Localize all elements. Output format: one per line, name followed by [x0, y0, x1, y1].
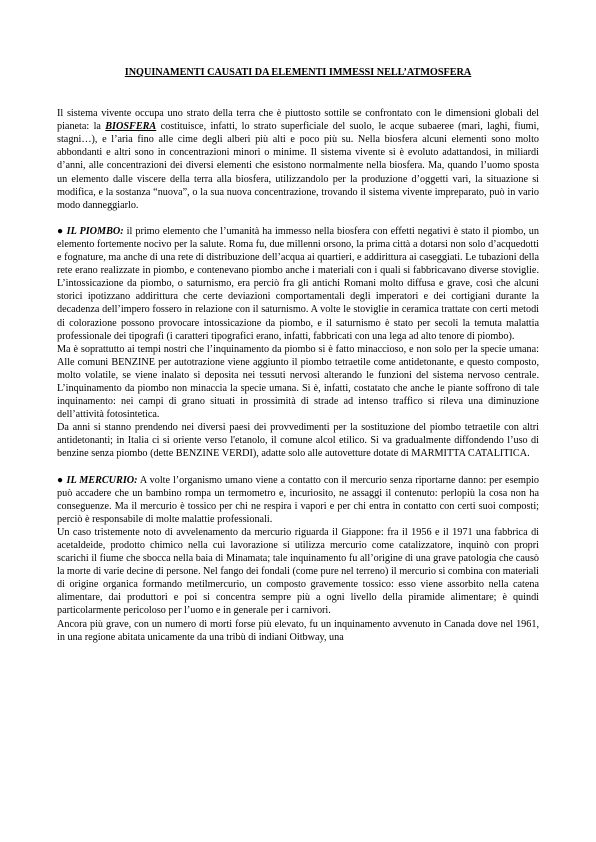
intro-paragraph	[57, 107, 539, 212]
mercurio-paragraph-1	[57, 474, 539, 526]
piombo-paragraph-3: Da anni si stanno prendendo nei diversi paesi dei provvedimenti per la sostituzione del piombo tetraetile con altri antidetonanti; in Italia ci si oriente verso l'etanolo, il comune alcol etilico. Si va gradualmente diffondendo l’uso di benzine senza piombo (dette BENZINE VERDI), adatte solo alle autovetture dotate di MARMITTA CATALITICA.	[57, 422, 539, 460]
mercurio-paragraph-3: Ancora più grave, con un numero di morti forse più elevato, fu un inquinamento avvenuto in Canada dove nel 1961, in una regione abitata unicamente da una tribù di indiani Oitbway, una	[57, 618, 539, 643]
piombo-text-1: il primo elemento che l’umanità ha immesso nella biosfera con effetti negativi è stato il piombo, un elemento fortemente nocivo per la salute. Roma fu, due millenni orsono, la prima città a dotarsi non solo d’acquedotti e fognature, ma anche di una rete di distribuzione dell’acqua ai quartieri, e addirittura ai caseggiati. Le tubazioni della rete erano realizzate in piombo, e contenevano piombo anche i materiali con i quali si fabbricavano diverse stoviglie. L’intossicazione da piombo, o saturnismo, era perciò fra gli antichi Romani molto diffusa e grave, così che alcuni storici ipotizzano addirittura che certe deviazioni comportamentali degli imperatori e dei cortigiani durante la decadenza dell’impero fossero in relazione con il saturnismo. A volte le stoviglie in ceramica trattate con certi metodi di colorazione possono provocare intossicazione da piombo, e il saturnismo è stato per secoli la temuta malattia professionale dei tipografi (i caratteri tipografici erano, infatti, fabbricati con una lega ad alto tenore di piombo).	[57, 225, 539, 342]
section-spacer	[57, 212, 539, 225]
document-title: INQUINAMENTI CAUSATI DA ELEMENTI IMMESSI NELL’ATMOSFERA	[124, 67, 472, 78]
section-spacer	[57, 461, 539, 474]
mercurio-text-1: A volte l’organismo umano viene a contatto con il mercurio senza riportarne danno: per esempio può accadere che un bambino rompa un termometro e, incuriosito, ne assaggi il contenuto: perlopiù la cosa non ha conseguenze. Ma il mercurio è tossico per chi ne respira i vapori e per chi entra in contatto con certi suoi composti; perciò è responsabile di molte malattie professionali.	[57, 474, 539, 525]
biosfera-term: BIOSFERA	[105, 121, 157, 133]
intro-text-2: costituisce, infatti, lo strato superficiale del suolo, le acque subaeree (mari, laghi, fiumi, stagni…), e l’aria fino alle cime degli alberi più alti e poco più su. Nella biosfera alcuni elementi sono molto abbondanti e altri sono in concentrazioni minori o minime. Il sistema vivente si è evoluto adattandosi, in miliardi d’anni, alle concentrazioni dei diversi elementi che esistono normalmente nella biosfera. Ma, quando l’uomo sposta un elemento dalle viscere della terra alla biosfera, utilizzandolo per la produzione d’oggetti vari, la situazione si modifica, e la sostanza “nuova”, o la sua nuova concentrazione, trovando il sistema vivente impreparato, può in vario modo danneggiarlo.	[57, 121, 539, 211]
piombo-heading: ● IL PIOMBO:	[57, 225, 124, 237]
mercurio-paragraph-2: Un caso tristemente noto di avvelenamento da mercurio riguarda il Giappone: fra il 1956 e il 1971 una fabbrica di acetaldeide, prodotto chimico nella cui lavorazione si utilizza mercurio come catalizzatore, inquinò con propri scarichi il fiume che sbocca nella baia di Minamata; tale inquinamento fu all’origine di una grave patologia che causò la morte di varie decine di persone. Nel fango dei fondali (come pure nel terreno) il mercurio si combina con materiali di origine organica formando metilmercurio, un composto gravemente tossico: esso viene assorbito nella catena alimentare, dai produttori e poi si concentra sempre più a ogni livello della piramide alimentare; è quindi particolarmente pericoloso per l’uomo e in generale per i carnivori.	[57, 526, 539, 617]
document-page	[57, 66, 539, 644]
piombo-paragraph-1	[57, 225, 539, 343]
mercurio-heading: ● IL MERCURIO:	[57, 474, 138, 486]
piombo-paragraph-2: Ma è soprattutto ai tempi nostri che l’inquinamento da piombo si è fatto minaccioso, e non solo per la specie umana: Alle comuni BENZINE per autotrazione viene aggiunto il piombo tetraetile come antidetonante, e questo composto, molto volatile, se viene inalato si deposita nei tessuti nervosi alterando le funzioni del sistema nervoso centrale. L’inquinamento da piombo non minaccia la specie umana. Si è, infatti, costatato che anche le piante soffrono di tale inquinamento: nei campi di grano situati in prossimità di strade ad intenso traffico si rileva una diminuzione dell’attività fotosintetica.	[57, 343, 539, 421]
intro-text-1: Il sistema vivente occupa uno strato della terra che è piuttosto sottile se confrontato con le dimensioni globali del pianeta: la	[57, 108, 539, 133]
